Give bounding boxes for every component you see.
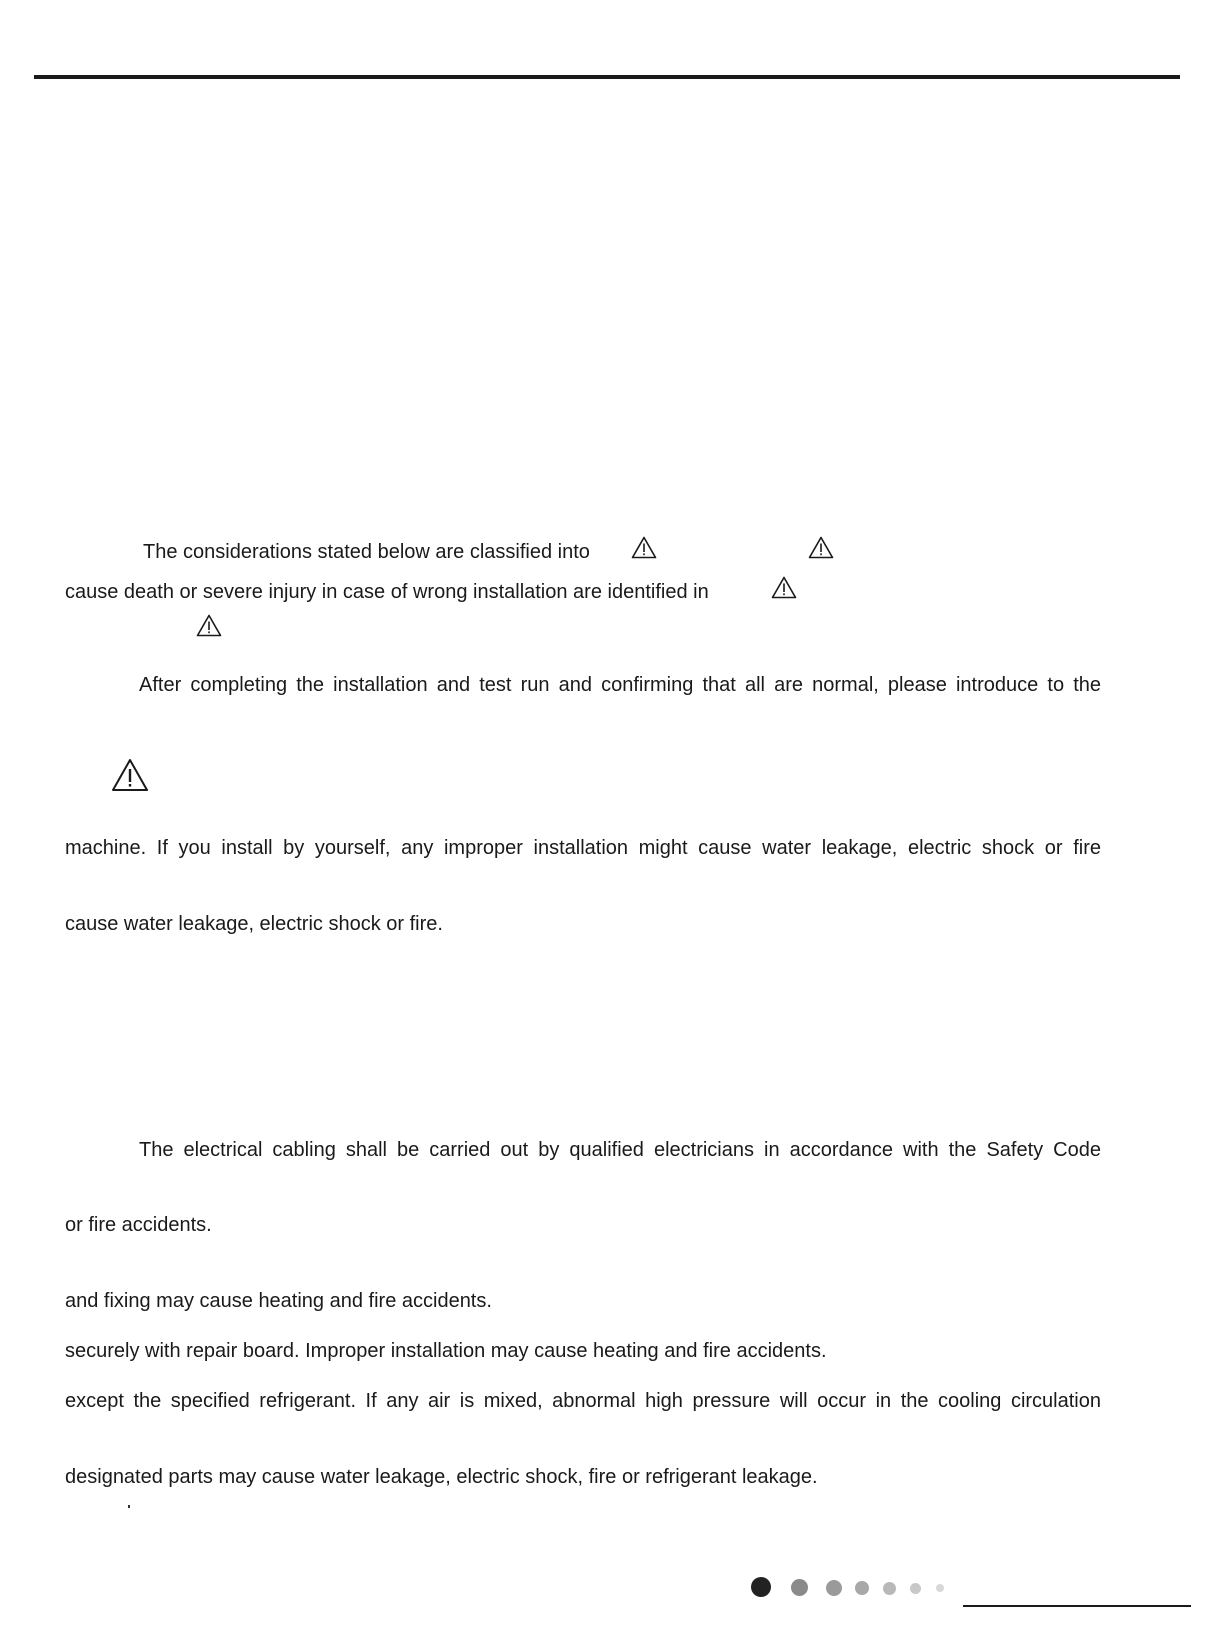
stray-mark [128, 1505, 130, 1508]
footer-dot [910, 1583, 921, 1594]
text-line: cause water leakage, electric shock or fire. [65, 913, 443, 935]
warning-triangle-icon [808, 536, 834, 559]
text-line: or fire accidents. [65, 1214, 212, 1236]
warning-triangle-icon [631, 536, 657, 559]
footer-dot [855, 1581, 869, 1595]
footer-dot [826, 1580, 842, 1596]
footer-dot [883, 1582, 896, 1595]
footer-dot [751, 1577, 771, 1597]
text-line: The considerations stated below are classified into [143, 541, 590, 563]
footer-dot [791, 1579, 808, 1596]
warning-triangle-icon [196, 614, 222, 637]
text-line: and fixing may cause heating and fire accidents. [65, 1290, 492, 1312]
footer-rule [963, 1605, 1191, 1607]
text-line: securely with repair board. Improper installation may cause heating and fire accidents. [65, 1340, 827, 1362]
text-line: except the specified refrigerant. If any air is mixed, abnormal high pressure will occur in the cooling circulation [65, 1390, 1101, 1412]
text-line: designated parts may cause water leakage, electric shock, fire or refrigerant leakage. [65, 1466, 818, 1488]
text-line: After completing the installation and test run and confirming that all are normal, please introduce to the [139, 674, 1101, 696]
header-rule [34, 75, 1180, 79]
text-line: machine. If you install by yourself, any improper installation might cause water leakage, electric shock or fire [65, 837, 1101, 859]
text-line: The electrical cabling shall be carried out by qualified electricians in accordance with the Safety Code [139, 1139, 1101, 1161]
warning-triangle-icon [111, 758, 149, 792]
footer-dot [936, 1584, 944, 1592]
text-line: cause death or severe injury in case of wrong installation are identified in [65, 581, 709, 603]
warning-triangle-icon [771, 576, 797, 599]
